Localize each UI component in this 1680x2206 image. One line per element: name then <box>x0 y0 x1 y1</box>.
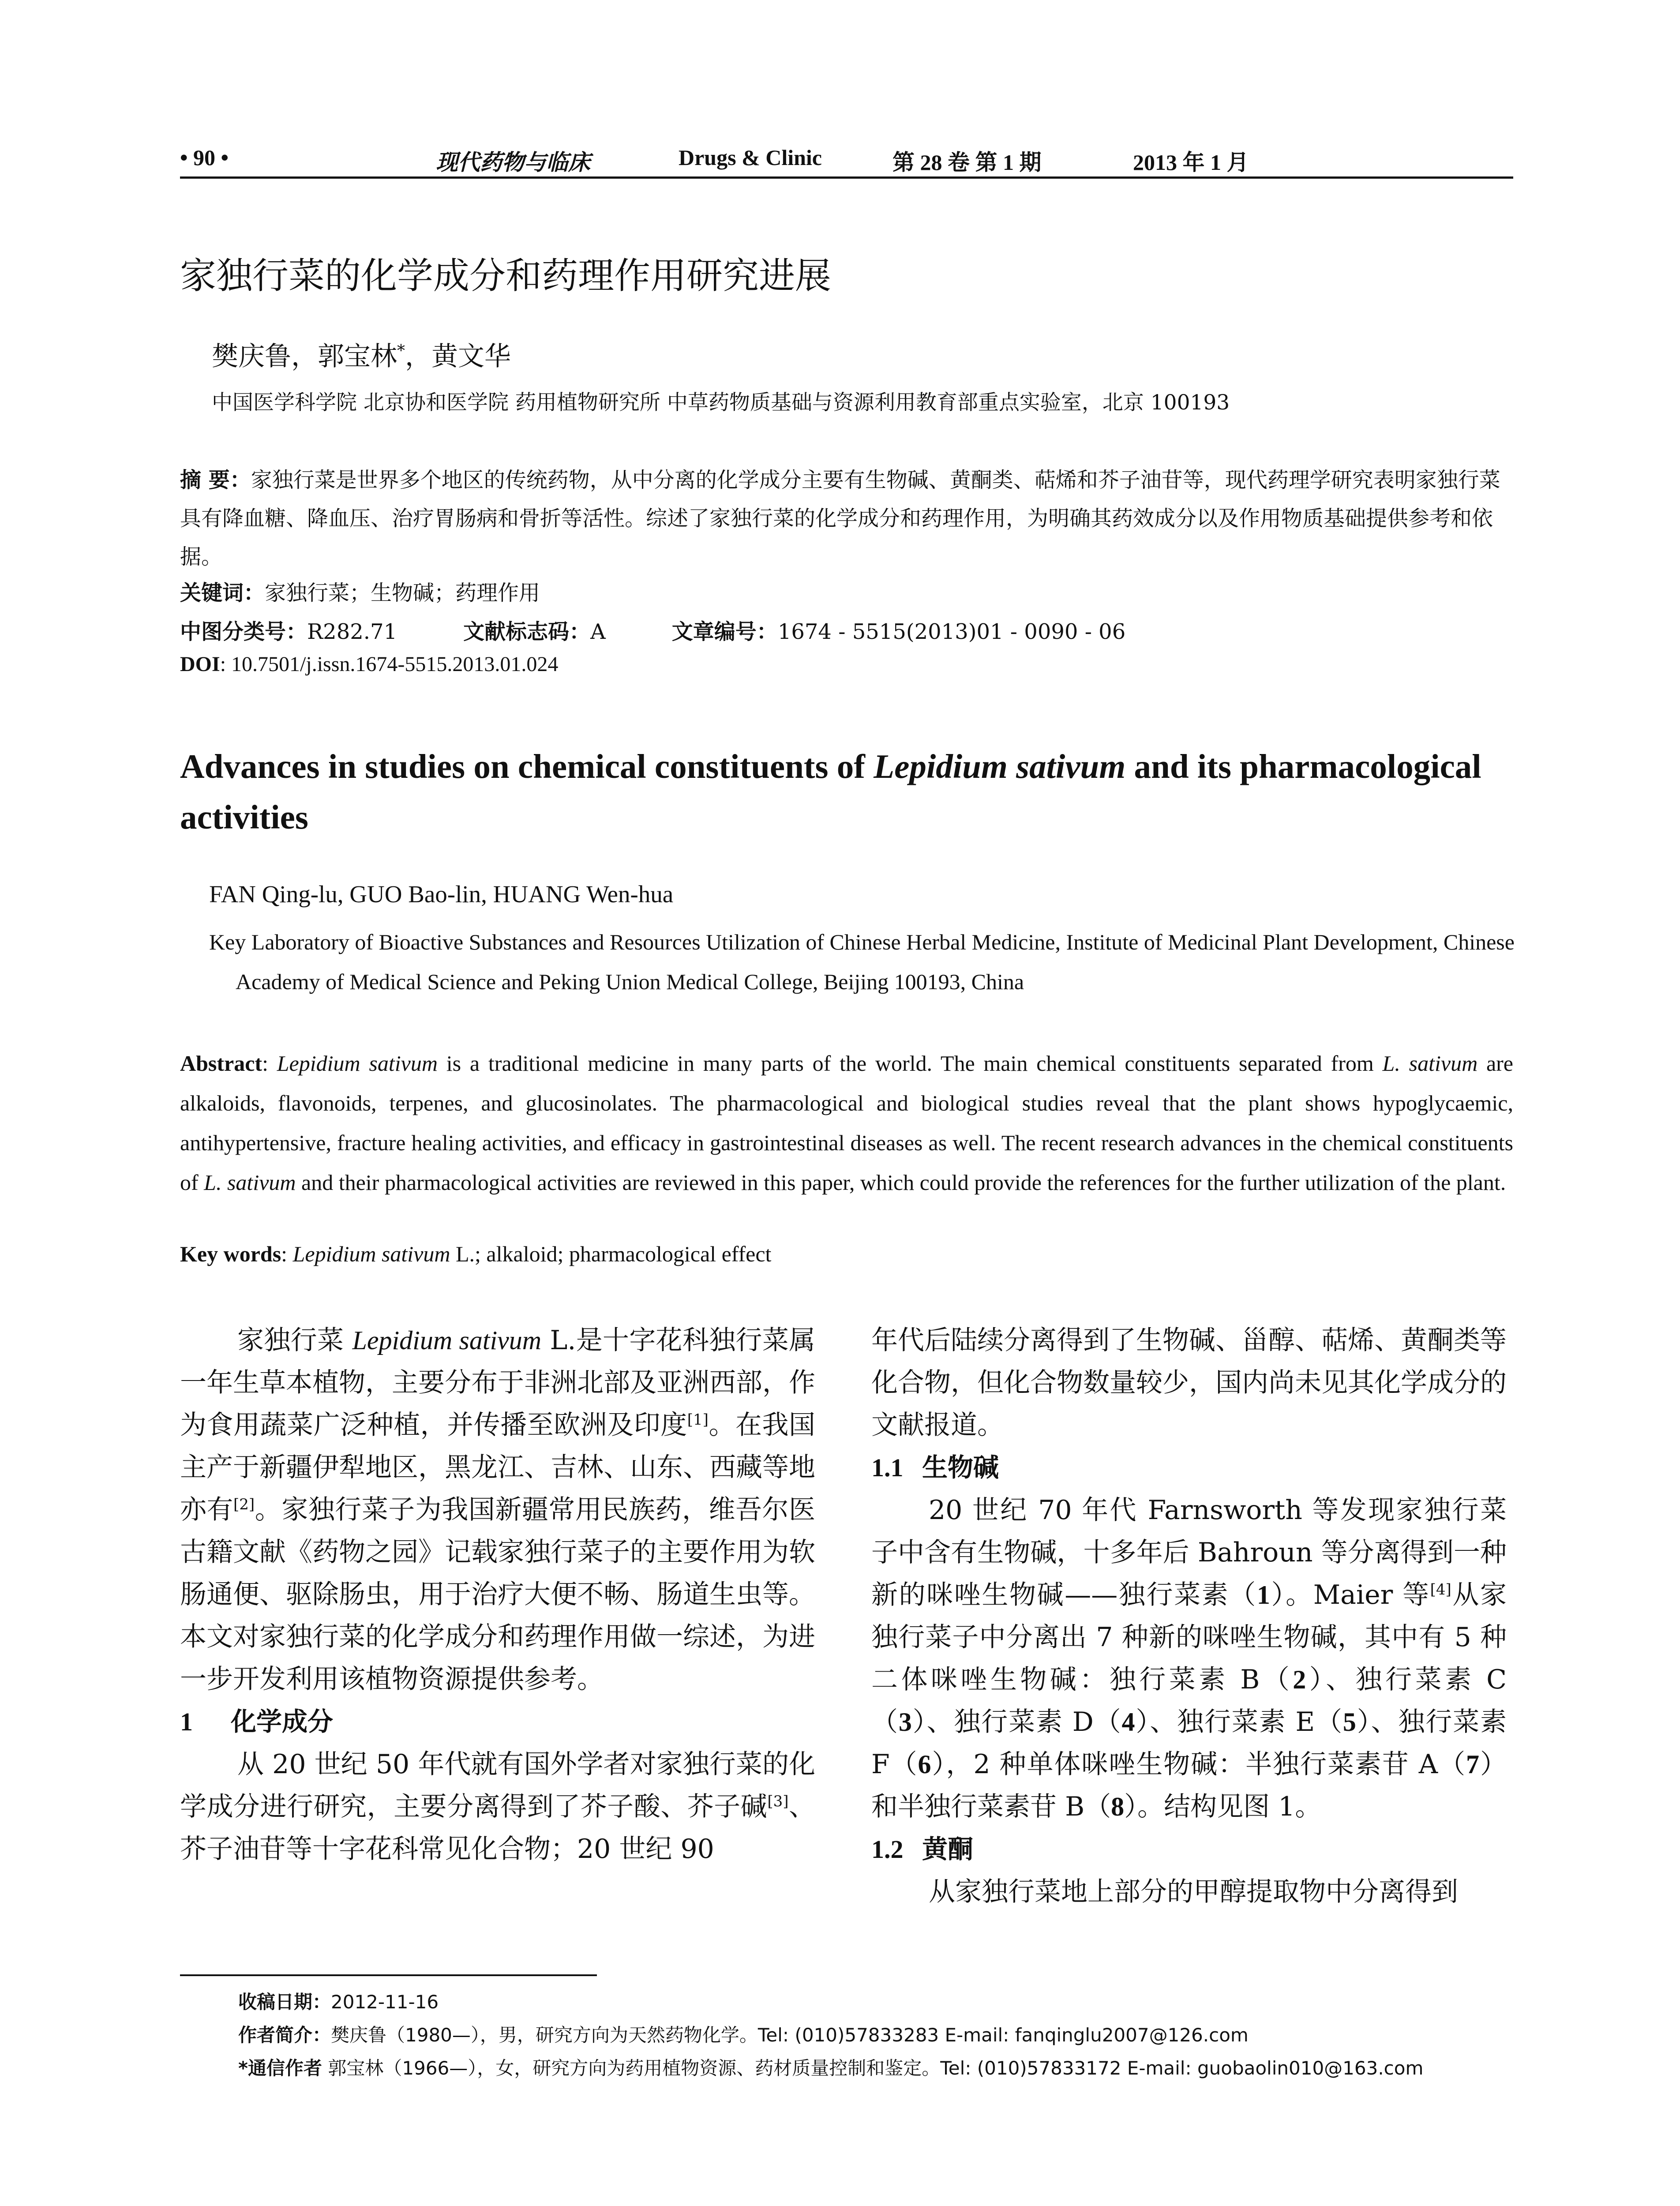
footnote-corresponding: *通信作者 郭宝林（1966—），女，研究方向为药用植物资源、药材质量控制和鉴定。Tel: (010)57833172 E-mail: guobaolin010@163.com <box>238 2057 1424 2079</box>
section-heading-1-1: 1.1 生物碱 <box>871 1452 999 1482</box>
volume-issue: 第 28 卷 第 1 期 <box>892 150 1042 175</box>
footnote-author: 作者简介：樊庆鲁（1980—），男，研究方向为天然药物化学。Tel: (010)57833283 E-mail: fanqinglu2007@126.com <box>238 2024 1249 2046</box>
running-header <box>180 137 1513 179</box>
doi-line: DOI: 10.7501/j.issn.1674-5515.2013.01.024 <box>180 653 559 676</box>
en-affiliation: Key Laboratory of Bioactive Substances and Resources Utilization of Chinese Herbal Medicine, Institute of Medicinal Plant Development, Chinese Academy of Medical Science and Peking Union Medical College, Beijing 100193, China <box>209 930 1515 994</box>
cn-abstract: 摘 要：家独行菜是世界多个地区的传统药物，从中分离的化学成分主要有生物碱、黄酮类、萜烯和芥子油苷等，现代药理学研究表明家独行菜具有降血糖、降血压、治疗胃肠病和骨折等活性。综述了家独行菜的化学成分和药理作用，为明确其药效成分以及作用物质基础提供参考和依据。 <box>180 468 1500 569</box>
section-heading-1: 1 化学成分 <box>180 1707 334 1737</box>
section-1-continued: 年代后陆续分离得到了生物碱、甾醇、萜烯、黄酮类等化合物，但化合物数量较少，国内尚未见其化学成分的文献报道。 <box>871 1325 1507 1441</box>
en-authors: FAN Qing-lu, GUO Bao-lin, HUANG Wen-hua <box>209 881 674 908</box>
cn-keywords: 关键词：家独行菜；生物碱；药理作用 <box>180 581 540 605</box>
section-1-2-paragraph: 从家独行菜地上部分的甲醇提取物中分离得到 <box>929 1876 1458 1907</box>
cn-authors: 樊庆鲁，郭宝林*，黄文华 <box>212 341 511 372</box>
section-1-1-paragraph: 20 世纪 70 年代 Farnsworth 等发现家独行菜子中含有生物碱，十多年后 Bahroun 等分离得到一种新的咪唑生物碱——独行菜素（1）。Maier 等[4]从家独行菜子中分离出 7 种新的咪唑生物碱，其中有 5 种二体咪唑生物碱：独行菜素 B（2）、独行菜素 C（3）、独行菜素 D（4）、独行菜素 E（5）、独行菜素 F（6），2 种单体咪唑生物碱：半独行菜素苷 A（7）和半独行菜素苷 B（8）。结构见图 1。 <box>871 1495 1507 1822</box>
page-number: • 90 • <box>180 145 229 170</box>
classification-line: 中图分类号：R282.71 文献标志码：A 文章编号：1674 - 5515(2013)01 - 0090 - 06 <box>180 619 1126 644</box>
footnote-received: 收稿日期：2012-11-16 <box>238 1991 439 2013</box>
issue-date: 2013 年 1 月 <box>1133 150 1249 175</box>
cn-title: 家独行菜的化学成分和药理作用研究进展 <box>180 255 832 297</box>
en-title: Advances in studies on chemical constituents of Lepidium sativum and its pharmacological activities <box>180 747 1481 836</box>
en-abstract: Abstract: Lepidium sativum is a traditional medicine in many parts of the world. The main chemical constituents separated from L. sativum are alkaloids, flavonoids, terpenes, and glucosinolates. The pharmacological and biological studies reveal that the plant shows hypoglycaemic, antihypertensive, fracture healing activities, and efficacy in gastrointestinal diseases as well. The recent research advances in the chemical constituents of L. sativum and their pharmacological activities are reviewed in this paper, which could provide the references for the further utilization of the plant. <box>180 1051 1513 1195</box>
cn-affiliation: 中国医学科学院 北京协和医学院 药用植物研究所 中草药物质基础与资源利用教育部重点实验室，北京 100193 <box>212 390 1230 415</box>
en-keywords: Key words: Lepidium sativum L.; alkaloid; pharmacological effect <box>180 1242 772 1266</box>
section-heading-1-2: 1.2 黄酮 <box>871 1834 974 1864</box>
journal-name-cn: 现代药物与临床 <box>436 150 590 175</box>
footnote-divider <box>180 1974 597 1976</box>
body-column-right <box>871 1319 1507 1913</box>
section-1-paragraph: 从 20 世纪 50 年代就有国外学者对家独行菜的化学成分进行研究，主要分离得到了芥子酸、芥子碱[3]、芥子油苷等十字花科常见化合物；20 世纪 90 <box>180 1749 815 1865</box>
journal-name-en: Drugs & Clinic <box>679 145 822 170</box>
body-column-left <box>180 1319 815 1870</box>
intro-paragraph: 家独行菜 Lepidium sativum L.是十字花科独行菜属一年生草本植物，主要分布于非洲北部及亚洲西部，作为食用蔬菜广泛种植，并传播至欧洲及印度[1]。在我国主产于新疆伊犁地区，黑龙江、吉林、山东、西藏等地亦有[2]。家独行菜子为我国新疆常用民族药，维吾尔医古籍文献《药物之园》记载家独行菜子的主要作用为软肠通便、驱除肠虫，用于治疗大便不畅、肠道生虫等。本文对家独行菜的化学成分和药理作用做一综述，为进一步开发利用该植物资源提供参考。 <box>180 1325 816 1695</box>
